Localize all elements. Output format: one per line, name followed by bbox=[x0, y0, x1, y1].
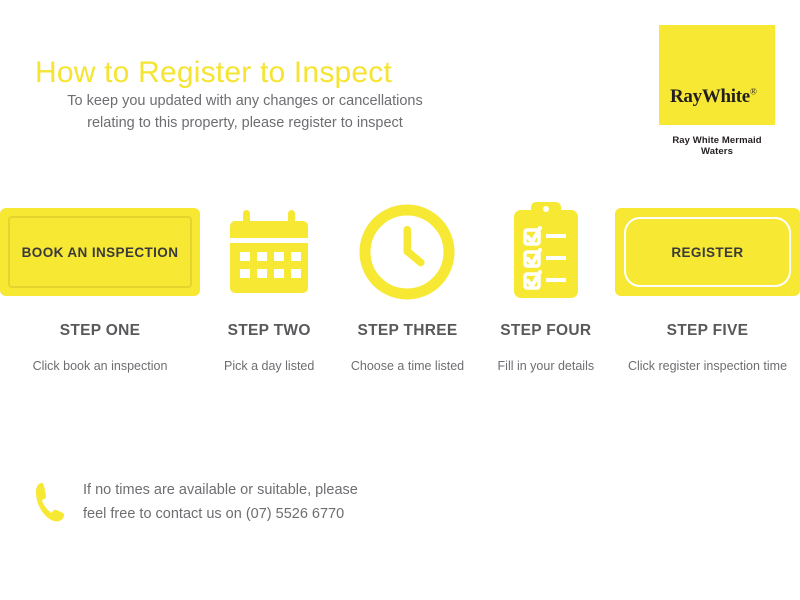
step-five bbox=[615, 196, 800, 375]
step-one-description: Click book an inspection bbox=[32, 359, 168, 373]
phone-icon bbox=[35, 481, 65, 523]
contact-block bbox=[35, 478, 358, 526]
logo-word-ray: Ray bbox=[670, 86, 702, 107]
step-one bbox=[0, 196, 200, 375]
clock-icon bbox=[357, 202, 457, 302]
step-three-title: STEP THREE bbox=[357, 322, 458, 339]
contact-text bbox=[83, 478, 358, 526]
step-five-description: Click register inspection time bbox=[627, 359, 788, 373]
contact-line-2: feel free to contact us on (07) 5526 6770 bbox=[83, 506, 345, 522]
steps-row bbox=[0, 196, 800, 375]
step-two bbox=[200, 196, 338, 375]
subtitle-line-2: relating to this property, please register to inspect bbox=[87, 115, 403, 131]
step-four-icon-wrap bbox=[506, 196, 586, 308]
step-two-title: STEP TWO bbox=[227, 322, 311, 339]
book-button-label: BOOK AN INSPECTION bbox=[21, 244, 179, 260]
register-button-icon[interactable] bbox=[615, 208, 800, 296]
page-subtitle bbox=[35, 90, 455, 134]
book-an-inspection-button-icon[interactable] bbox=[0, 208, 200, 296]
step-four bbox=[477, 196, 615, 375]
step-five-icon-wrap bbox=[615, 196, 800, 308]
logo-square bbox=[659, 25, 775, 125]
step-three-icon-wrap bbox=[357, 196, 457, 308]
clipboard-checklist-icon bbox=[506, 200, 586, 304]
step-five-title: STEP FIVE bbox=[666, 322, 749, 339]
page-title: How to Register to Inspect bbox=[35, 56, 393, 90]
step-three-description: Choose a time listed bbox=[350, 359, 465, 373]
step-one-title: STEP ONE bbox=[59, 322, 141, 339]
step-two-description: Pick a day listed bbox=[224, 359, 315, 373]
logo-office-name: Ray White Mermaid Waters bbox=[672, 135, 762, 157]
step-four-description: Fill in your details bbox=[497, 359, 595, 373]
logo-wordmark bbox=[670, 86, 756, 108]
brand-logo bbox=[659, 25, 775, 157]
logo-word-white: White bbox=[701, 86, 750, 107]
registered-trademark-icon: ® bbox=[749, 86, 757, 97]
step-two-icon-wrap bbox=[221, 196, 317, 308]
step-three bbox=[338, 196, 476, 375]
step-one-icon-wrap bbox=[0, 196, 200, 308]
calendar-icon bbox=[221, 202, 317, 302]
contact-line-1: If no times are available or suitable, please bbox=[83, 482, 358, 498]
step-four-title: STEP FOUR bbox=[500, 322, 592, 339]
register-button-label: REGISTER bbox=[671, 244, 744, 260]
subtitle-line-1: To keep you updated with any changes or cancellations bbox=[67, 93, 423, 109]
